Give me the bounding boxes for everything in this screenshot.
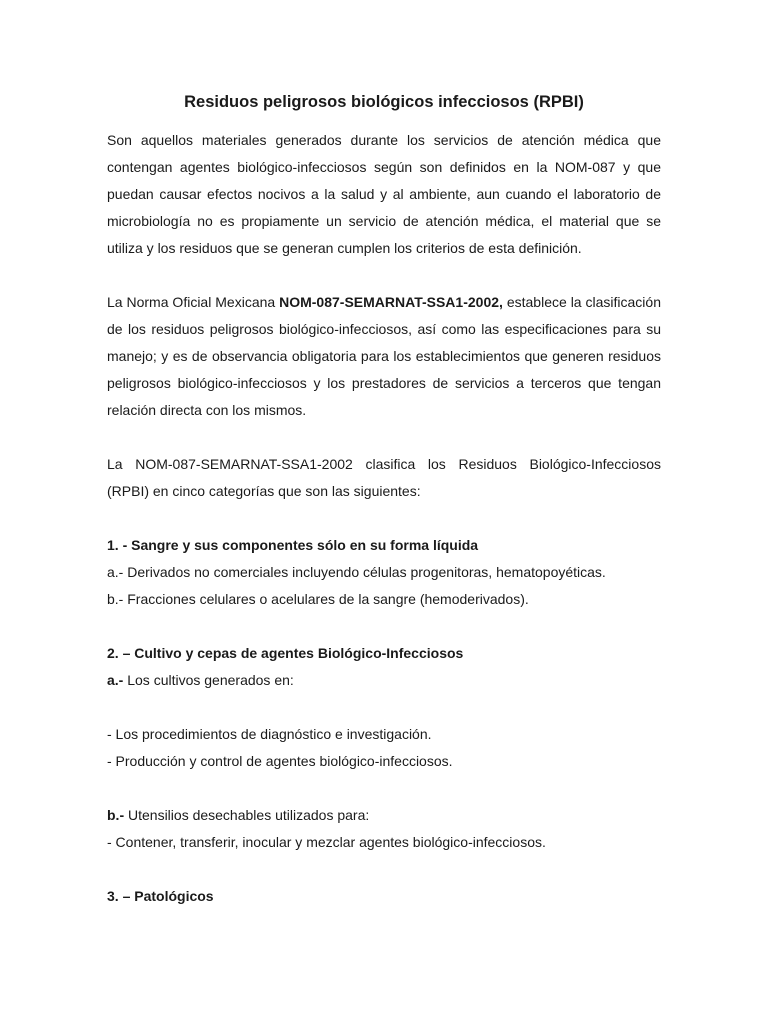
spacer [107, 775, 661, 802]
section-2-sub-a-item: - Producción y control de agentes biológico-infecciosos. [107, 753, 453, 769]
spacer [107, 424, 661, 451]
spacer [107, 505, 661, 532]
section-2-sub-b-text: Utensilios desechables utilizados para: [124, 807, 370, 823]
section-2-sub-a-item: - Los procedimientos de diagnóstico e investigación. [107, 726, 432, 742]
spacer [107, 856, 661, 883]
spacer [107, 613, 661, 640]
paragraph-definition: Son aquellos materiales generados durante los servicios de atención médica que contengan agentes biológico-infecciosos según son definidos en la NOM-087 y que puedan causar efectos nocivos a la salud y al ambiente, aun cuando el laboratorio de microbiología no es propiamente un servicio de atención médica, el material que se utiliza y los residuos que se generan cumplen los criterios de esta definición. [107, 132, 661, 256]
section-2-sub-b-label: b.- [107, 807, 125, 823]
norma-prefix: La Norma Oficial Mexicana [107, 294, 280, 310]
paragraph-clasificacion: La NOM-087-SEMARNAT-SSA1-2002 clasifica los Residuos Biológico-Infecciosos (RPBI) en cinco categorías que son las siguientes: [107, 456, 661, 499]
section-2-sub-a-text: Los cultivos generados en: [123, 672, 294, 688]
spacer [107, 694, 661, 721]
section-1-item-b: b.- Fracciones celulares o acelulares de la sangre (hemoderivados). [107, 591, 529, 607]
paragraph-norma [107, 289, 661, 424]
section-2-sub-b-item: - Contener, transferir, inocular y mezclar agentes biológico-infecciosos. [107, 834, 546, 850]
document-page [107, 90, 661, 910]
section-1-item-a: a.- Derivados no comerciales incluyendo células progenitoras, hematopoyéticas. [107, 564, 606, 580]
section-2-sub-a-label: a.- [107, 672, 124, 688]
section-2-sub-b [107, 802, 661, 829]
section-2-heading: 2. – Cultivo y cepas de agentes Biológico-Infecciosos [107, 645, 464, 661]
norma-suffix: establece la clasificación de los residuos peligrosos biológico-infecciosos, así como las especificaciones para su manejo; y es de observancia obligatoria para los establecimientos que generen residuos peligrosos biológico-infecciosos y los prestadores de servicios a terceros que tengan relación directa con los mismos. [107, 294, 661, 418]
section-3-heading: 3. – Patológicos [107, 888, 214, 904]
document-title: Residuos peligrosos biológicos infecciosos (RPBI) [184, 93, 584, 111]
norma-code: NOM-087-SEMARNAT-SSA1-2002, [279, 294, 503, 310]
section-1-heading: 1. - Sangre y sus componentes sólo en su forma líquida [107, 537, 479, 553]
section-2-sub-a [107, 667, 661, 694]
spacer [107, 262, 661, 289]
